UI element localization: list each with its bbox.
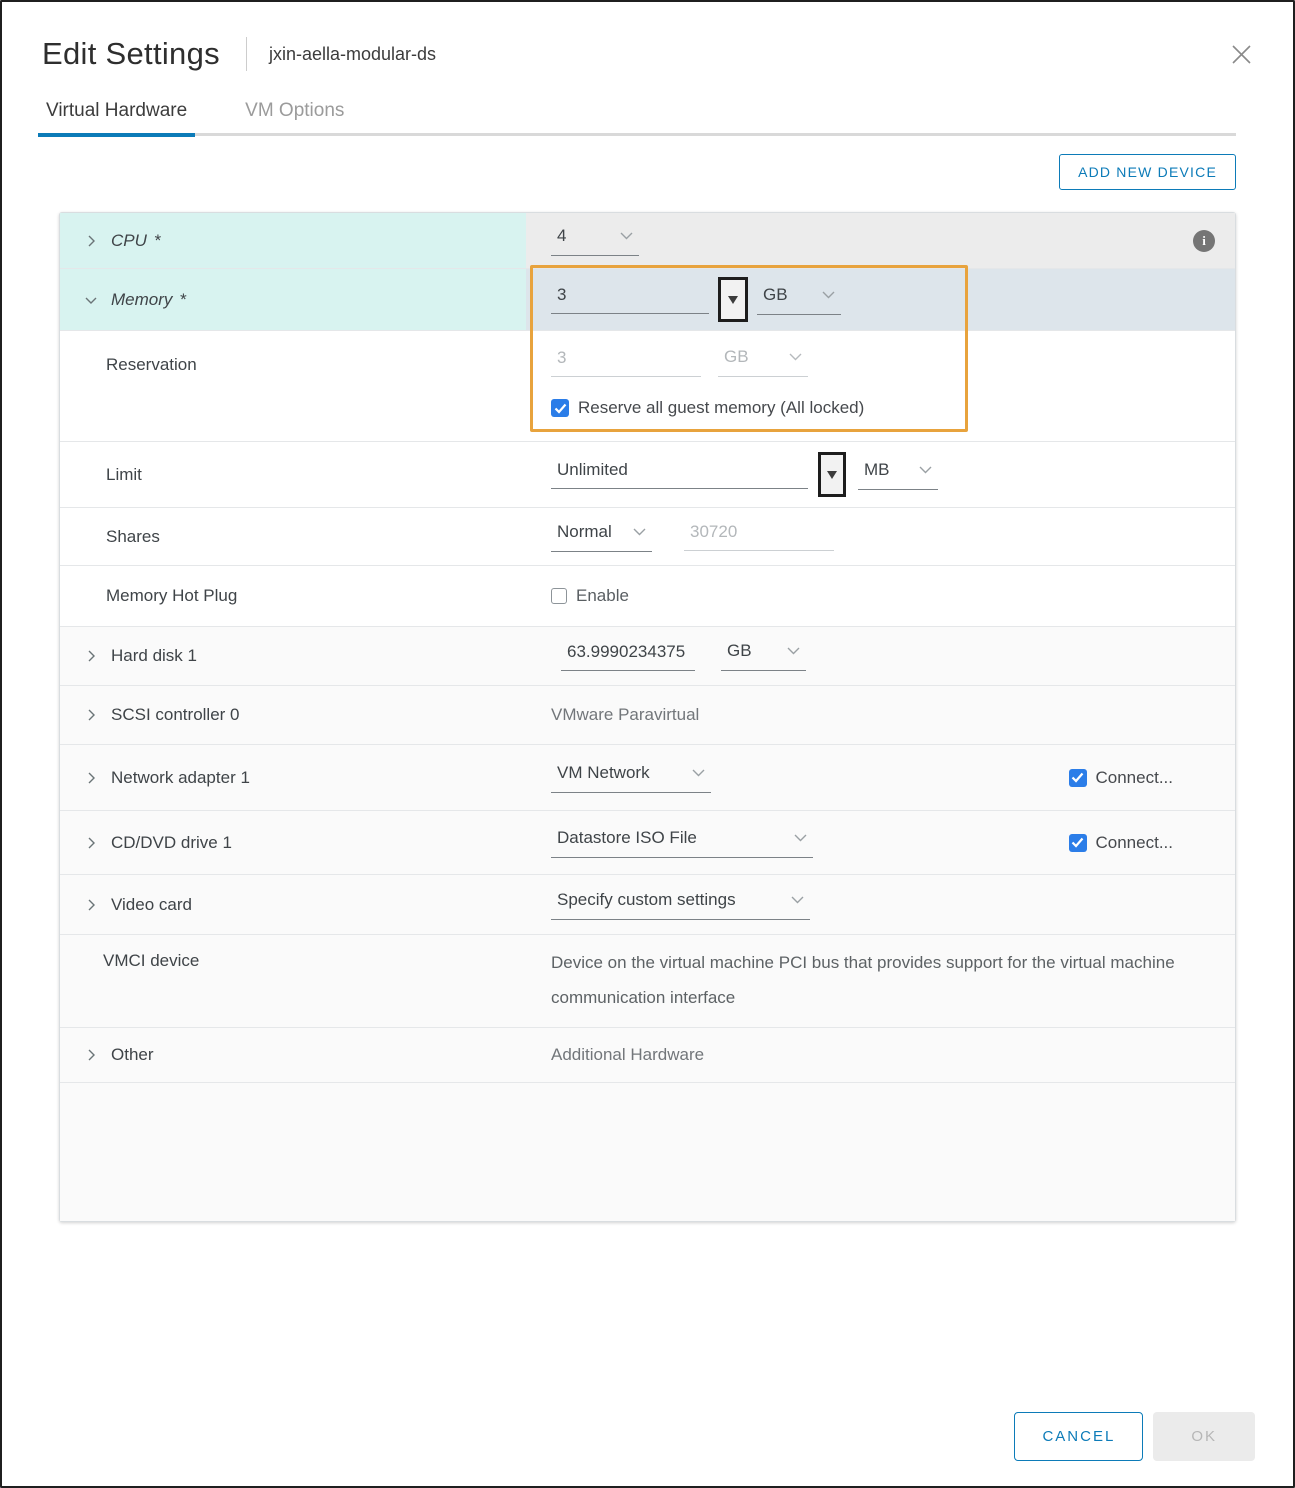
chevron-right-icon[interactable]: [84, 708, 98, 722]
chevron-right-icon[interactable]: [84, 1048, 98, 1062]
info-icon[interactable]: i: [1193, 230, 1215, 252]
memory-size-input[interactable]: [551, 285, 709, 314]
row-video-card: [60, 874, 1235, 934]
row-shares: [60, 507, 1235, 565]
row-network-adapter: [60, 744, 1235, 810]
close-icon[interactable]: [1228, 41, 1255, 68]
chevron-right-icon[interactable]: [84, 234, 98, 248]
cpu-count-select[interactable]: 4: [551, 226, 639, 256]
reserve-all-memory-checkbox[interactable]: [551, 399, 569, 417]
limit-value-input[interactable]: [551, 460, 808, 489]
add-device-row: [2, 136, 1293, 190]
ok-button[interactable]: OK: [1153, 1412, 1255, 1461]
tab-virtual-hardware[interactable]: Virtual Hardware: [42, 100, 191, 136]
title-divider: [246, 37, 247, 71]
vm-name: jxin-aella-modular-ds: [268, 43, 437, 64]
network-connect-checkbox[interactable]: [1069, 769, 1087, 787]
row-scsi-controller: [60, 685, 1235, 744]
dialog-header: [2, 2, 1293, 72]
dialog-title: Edit Settings: [42, 36, 220, 71]
vmci-device-label: VMCI device: [103, 951, 200, 970]
add-new-device-button[interactable]: ADD NEW DEVICE: [1059, 154, 1236, 190]
reservation-size-input[interactable]: [551, 348, 701, 377]
limit-dropdown-button[interactable]: [818, 452, 846, 497]
memory-hot-plug-checkbox[interactable]: [551, 588, 567, 604]
memory-unit-select[interactable]: GB: [757, 285, 841, 315]
memory-hot-plug-label: Memory Hot Plug: [106, 586, 238, 605]
tab-bar: [2, 100, 1293, 136]
caret-down-icon: [827, 471, 837, 479]
reservation-label: Reservation: [106, 355, 197, 374]
other-label: Other: [111, 1045, 154, 1064]
reservation-unit-select[interactable]: GB: [718, 347, 808, 377]
row-memory-hot-plug: [60, 565, 1235, 626]
hard-disk-label: Hard disk 1: [111, 646, 197, 665]
scsi-controller-value: VMware Paravirtual: [551, 705, 700, 724]
panel-empty-area: [60, 1082, 1235, 1221]
chevron-down-icon[interactable]: [84, 293, 98, 307]
hardware-panel: [59, 212, 1236, 1222]
limit-label: Limit: [106, 464, 142, 484]
row-hard-disk: [60, 626, 1235, 685]
shares-label: Shares: [106, 526, 160, 546]
memory-hot-plug-enable-label: Enable: [576, 586, 629, 605]
memory-dropdown-button[interactable]: [718, 277, 748, 322]
dialog-footer: [2, 1412, 1293, 1461]
tab-vm-options[interactable]: VM Options: [245, 100, 345, 121]
video-card-label: Video card: [111, 894, 192, 914]
cd-dvd-connect-label: Connect...: [1095, 832, 1173, 852]
row-cd-dvd-drive: [60, 810, 1235, 874]
reserve-all-memory-label: Reserve all guest memory (All locked): [578, 398, 865, 417]
shares-level-select[interactable]: Normal: [551, 522, 652, 552]
chevron-right-icon[interactable]: [84, 771, 98, 785]
tab-baseline: [42, 133, 1236, 136]
network-adapter-label: Network adapter 1: [111, 767, 250, 787]
cpu-label: CPU: [111, 230, 147, 250]
cancel-button[interactable]: CANCEL: [1014, 1412, 1143, 1461]
hard-disk-unit-select[interactable]: GB: [721, 641, 806, 671]
row-cpu: [60, 213, 1235, 268]
memory-required-asterisk: *: [179, 289, 187, 309]
vmci-device-description: Device on the virtual machine PCI bus that provides support for the virtual machine communication interface: [551, 953, 1175, 1007]
row-limit: [60, 441, 1235, 507]
cd-dvd-connect-checkbox[interactable]: [1069, 834, 1087, 852]
chevron-right-icon[interactable]: [84, 898, 98, 912]
cpu-required-asterisk: *: [153, 230, 161, 250]
row-other: [60, 1027, 1235, 1082]
row-memory: [60, 268, 1235, 330]
cd-dvd-drive-label: CD/DVD drive 1: [111, 832, 232, 852]
limit-unit-select[interactable]: MB: [858, 460, 938, 490]
network-connect-label: Connect...: [1095, 767, 1173, 787]
video-card-settings-select[interactable]: Specify custom settings: [551, 890, 810, 920]
chevron-right-icon[interactable]: [84, 649, 98, 663]
scsi-controller-label: SCSI controller 0: [111, 705, 240, 724]
caret-down-icon: [728, 296, 738, 304]
hard-disk-size-input[interactable]: [561, 642, 695, 671]
chevron-right-icon[interactable]: [84, 836, 98, 850]
network-select[interactable]: VM Network: [551, 763, 711, 793]
shares-amount-input[interactable]: [684, 522, 834, 551]
memory-label: Memory: [111, 289, 173, 309]
cd-dvd-source-select[interactable]: Datastore ISO File: [551, 828, 813, 858]
row-reservation: [60, 330, 1235, 441]
row-vmci-device: [60, 934, 1235, 1027]
other-value: Additional Hardware: [551, 1045, 705, 1064]
